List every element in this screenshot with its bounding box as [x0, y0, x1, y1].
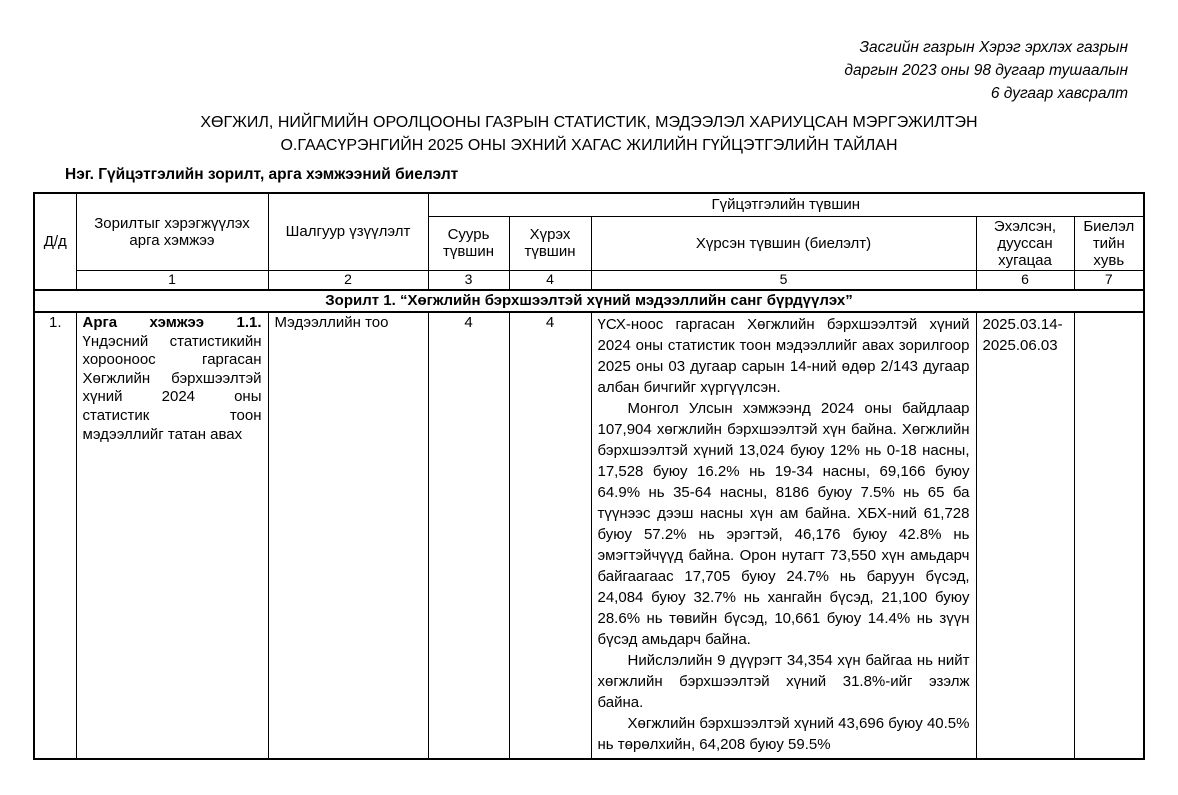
- column-number-row: [34, 270, 1144, 290]
- column-number: 1: [76, 270, 268, 290]
- section-heading: Нэг. Гүйцэтгэлийн зорилт, арга хэмжээний биелэлт: [65, 166, 459, 183]
- measure-label: Арга хэмжээ 1.1.: [82, 314, 262, 331]
- header-achieved-level: Хүрсэн түвшин (биелэлт): [591, 216, 976, 270]
- column-number: 2: [268, 270, 428, 290]
- annex-note-line: Засгийн газрын Хэрэг эрхлэх газрын: [859, 39, 1128, 56]
- achieved-paragraph: ҮСХ-ноос гаргасан Хөгжлийн бэрхшээлтэй хүний 2024 оны статистик тоон мэдээллийг авах зорилгоор 2025 оны 03 дугаар сарын 14-ний өдөр 2/143 дугаар албан бичгийг хүргүүлсэн.: [597, 316, 970, 396]
- header-base-level: Суурь түвшин: [428, 216, 509, 270]
- measure-text: Үндэсний статистикийн хорооноос гаргасан Хөгжлийн бэрхшээлтэй хүний 2024 оны статистик тоон мэдээллийг татан авах: [82, 332, 262, 443]
- achieved-paragraph: Нийслэлийн 9 дүүрэгт 34,354 хүн байгаа нь нийт хөгжлийн бэрхшээлтэй хүний 31.8%-ийг эзэлж байна.: [597, 652, 970, 711]
- document-title-line: О.ГААСҮРЭНГИЙН 2025 ОНЫ ЭХНИЙ ХАГАС ЖИЛИЙН ГҮЙЦЭТГЭЛИЙН ТАЙЛАН: [280, 137, 898, 154]
- header-criteria: Шалгуур үзүүлэлт: [268, 193, 428, 270]
- header-measure: Зорилтыг хэрэгжүүлэх арга хэмжээ: [76, 193, 268, 270]
- column-number: 7: [1074, 270, 1144, 290]
- document-title-line: ХӨГЖИЛ, НИЙГМИЙН ОРОЛЦООНЫ ГАЗРЫН СТАТИСТИК, МЭДЭЭЛЭЛ ХАРИУЦСАН МЭРГЭЖИЛТЭН: [200, 114, 978, 131]
- row-number-cell: 1.: [34, 312, 76, 759]
- base-level-cell: 4: [428, 312, 509, 759]
- annex-note-line: даргын 2023 оны 98 дугаар тушаалын: [844, 62, 1128, 79]
- achieved-level-cell: [591, 312, 976, 759]
- table-header-row-1: [34, 193, 1144, 216]
- header-target-level: Хүрэх түвшин: [509, 216, 591, 270]
- goal-row: [34, 290, 1144, 312]
- goal-title: Зорилт 1. “Хөгжлийн бэрхшээлтэй хүний мэдээллийн санг бүрдүүлэх”: [34, 290, 1144, 312]
- achieved-paragraph: Хөгжлийн бэрхшээлтэй хүний 43,696 буюу 40.5% нь төрөлхийн, 64,208 буюу 59.5%: [597, 715, 970, 753]
- performance-table: [33, 192, 1145, 760]
- document-title: [0, 111, 1178, 157]
- header-num: Д/д: [34, 193, 76, 290]
- column-number: 5: [591, 270, 976, 290]
- header-percent: Биелэлтийн хувь: [1074, 216, 1144, 270]
- column-number: 4: [509, 270, 591, 290]
- table-row: [34, 312, 1144, 759]
- column-number: 6: [976, 270, 1074, 290]
- header-period: Эхэлсэн, дууссан хугацаа: [976, 216, 1074, 270]
- achieved-paragraph: Монгол Улсын хэмжээнд 2024 оны байдлаар 107,904 хөгжлийн бэрхшээлтэй хүн байна. Хөгжлийн бэрхшээлтэй хүний 13,024 буюу 12% нь 0-18 насны, 17,528 буюу 16.2% нь 19-34 насны, 69,166 буюу 64.9% нь 35-64 насны, 8186 буюу 7.5% нь 65 ба түүнээс дээш насны хүн ам байна. ХБХ-ний 61,728 буюу 57.2% нь эрэгтэй, 46,176 буюу 42.8% нь эмэгтэйчүүд байна. Орон нутагт 73,550 хүн амьдарч байгаагаас 17,705 буюу 24.7% нь баруун бүсэд, 24,084 буюу 32.7% нь хангайн бүсэд, 21,100 буюу 28.6% нь төвийн бүсэд, 10,661 буюу 14.4% нь зүүн бүсэд амьдарч байна.: [597, 400, 970, 648]
- percent-cell: [1074, 312, 1144, 759]
- measure-cell: [76, 312, 268, 759]
- header-performance-group: Гүйцэтгэлийн түвшин: [428, 193, 1144, 216]
- annex-note: [844, 36, 1128, 105]
- criteria-cell: Мэдээллийн тоо: [268, 312, 428, 759]
- column-number: 3: [428, 270, 509, 290]
- period-cell: 2025.03.14-2025.06.03: [976, 312, 1074, 759]
- target-level-cell: 4: [509, 312, 591, 759]
- annex-note-line: 6 дугаар хавсралт: [990, 85, 1128, 102]
